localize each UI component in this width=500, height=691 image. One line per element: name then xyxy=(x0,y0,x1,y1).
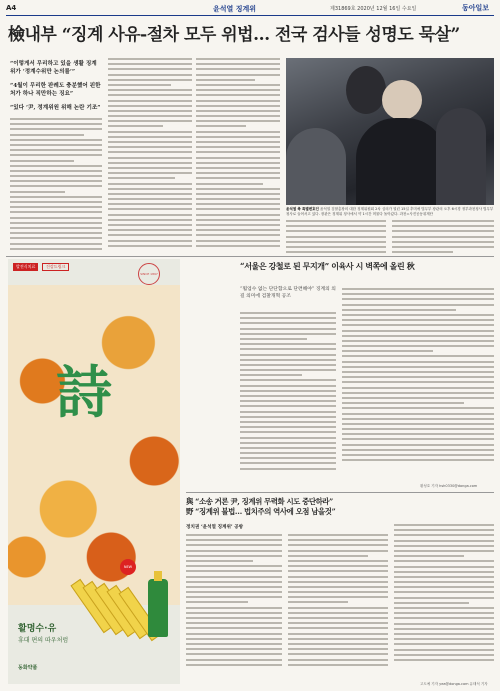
article3-headline-line1: 與 “소송 거론 尹, 징계위 무력화 시도 중단하라” xyxy=(186,497,333,506)
header-rule xyxy=(6,15,494,16)
article3-column-1 xyxy=(186,534,282,684)
article-column-2 xyxy=(108,58,192,256)
article3-headline-line2: 野 “징계위 불법… 법치주의 역사에 오점 남을것” xyxy=(186,507,336,516)
article3-headline xyxy=(186,497,494,517)
ad-slogan: 휴대 편의 따우처럼 xyxy=(18,637,69,644)
news-photo xyxy=(286,58,494,205)
product-bottle-image xyxy=(148,579,168,637)
ad-years-badge: SINCE 1897 xyxy=(138,263,160,285)
top-bar xyxy=(0,0,500,16)
section-divider-2 xyxy=(186,492,494,493)
caption-label: 윤석열 측 특별변호인 xyxy=(286,207,319,211)
subhead-2: “4월이 무리한 판례도 충분했어 핀한 처가 하나 직만하는 징요” xyxy=(10,83,101,97)
article2-column-2 xyxy=(342,288,494,480)
main-headline: 檢내부 “징계 사유-절차 모두 위법… 전국 검사들 성명도 묵살” xyxy=(8,25,460,45)
article3-column-3 xyxy=(394,524,494,680)
ad-new-badge: NEW xyxy=(120,559,136,575)
ad-tag-secondary: 건강드링크 xyxy=(42,263,69,271)
section-title: 윤석열 징계위 xyxy=(213,5,257,13)
subhead-group xyxy=(10,60,102,118)
product-sticks-image xyxy=(86,577,156,637)
newspaper-logo: 동아일보 xyxy=(462,4,490,12)
article-column-1 xyxy=(10,118,102,256)
article3-byline: 고도예 기자 yea@donga.com 유태석 기자 xyxy=(420,682,488,686)
article3-kicker: 정치권 ‘윤석열 징계위’ 공방 xyxy=(186,525,244,530)
article2-byline: 황성호 기자 hsh0330@donga.com xyxy=(420,484,478,488)
advertisement xyxy=(8,259,180,684)
article-column-4 xyxy=(286,220,386,256)
subhead-1: “이렇게서 무리하고 있을 생활 징계위가 ‘정계수위만 논의를’” xyxy=(10,61,97,75)
page-number: A4 xyxy=(6,4,17,12)
subhead-3: “있다 ‘尹, 정계위원 위해 논란 기조” xyxy=(10,105,101,111)
caption-text: 윤석열 검찰총장의 대한 징계위원회 2차 심의가 열린 15일 추미애 법무부 장관의 오후 6시경 정부과천청사 법무부 청사로 들어서고 있다. 장관은 징계위 청사에서 약 1시간 머물다 돌아갔다. 과천=사진공동취재단 xyxy=(286,207,494,216)
article-column-5 xyxy=(392,220,494,256)
article-column-3 xyxy=(196,58,280,256)
ad-product-name: 활명수·유 xyxy=(18,624,57,634)
photo-caption xyxy=(286,207,494,217)
section-divider xyxy=(6,256,494,257)
ad-maker: 동화약품 xyxy=(18,665,38,671)
article2-column-1 xyxy=(240,312,336,488)
ad-tag-primary: 발전식치료 xyxy=(13,263,38,271)
edition-info: 제31869호 2020년 12월 16일 수요일 xyxy=(330,6,417,12)
autumn-leaves-image xyxy=(8,285,180,605)
article2-headline: “서울은 강철로 된 무지개” 이육사 시 벽쪽에 올린 秋 xyxy=(240,261,415,271)
article2-subhead: “휠업수 없는 단단함으로 단련해야” 징계의 의길 의미에 검찰개혁 공조 xyxy=(240,287,336,299)
article3-column-2 xyxy=(288,534,388,684)
ad-calligraphy: 詩 xyxy=(56,360,112,426)
